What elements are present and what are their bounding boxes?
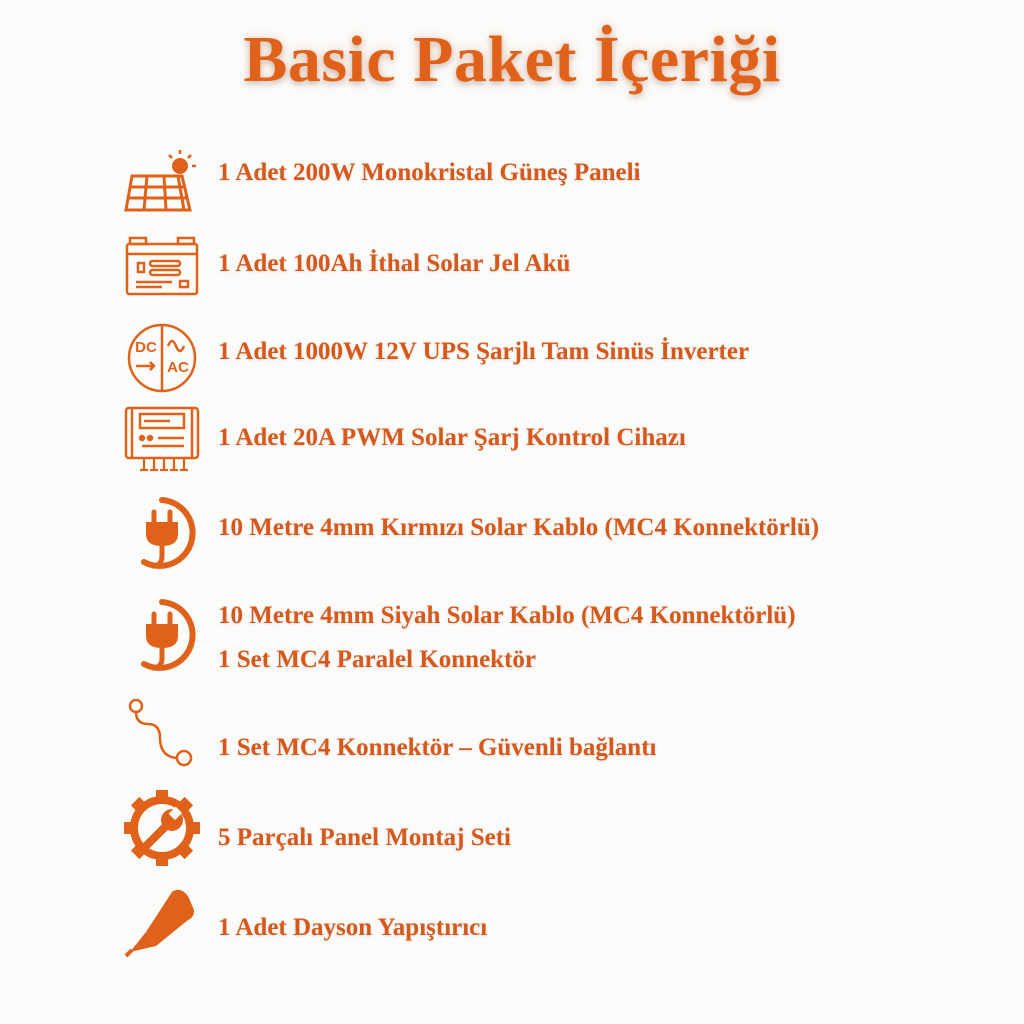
item-label: 10 Metre 4mm Kırmızı Solar Kablo (MC4 Konnektörlü) <box>218 514 820 541</box>
item-label: 1 Adet 100Ah İthal Solar Jel Akü <box>218 250 571 277</box>
item-label-secondary: 1 Set MC4 Paralel Konnektör <box>218 646 537 673</box>
plug-icon <box>122 596 202 676</box>
list-item <box>0 220 1024 310</box>
list-item <box>0 490 1024 580</box>
page-title: Basic Paket İçeriği <box>243 23 781 96</box>
list-item <box>0 132 1024 222</box>
item-label: 1 Adet Dayson Yapıştırıcı <box>218 914 488 941</box>
list-item <box>0 786 1024 876</box>
battery-icon <box>122 228 202 308</box>
item-label: 1 Adet 20A PWM Solar Şarj Kontrol Cihazı <box>218 424 686 451</box>
charge-controller-icon <box>122 400 202 480</box>
inverter-icon <box>122 318 202 398</box>
gear-wrench-icon <box>122 788 202 868</box>
solar-panel-icon <box>122 142 202 222</box>
list-item <box>0 308 1024 398</box>
item-label: 5 Parçalı Panel Montaj Seti <box>218 824 511 851</box>
list-item <box>0 396 1024 486</box>
plug-icon <box>122 494 202 574</box>
item-label: 1 Adet 200W Monokristal Güneş Paneli <box>218 159 641 186</box>
item-label: 1 Set MC4 Konnektör – Güvenli bağlantı <box>218 734 657 761</box>
list-item <box>0 592 1024 692</box>
glue-tube-icon <box>122 886 202 966</box>
item-label: 10 Metre 4mm Siyah Solar Kablo (MC4 Konnektörlü) <box>218 602 796 629</box>
connector-icon <box>122 694 202 774</box>
list-item <box>0 882 1024 972</box>
svg-text:AC: AC <box>167 359 189 376</box>
svg-text:DC: DC <box>135 339 157 356</box>
list-item <box>0 692 1024 782</box>
item-label: 1 Adet 1000W 12V UPS Şarjlı Tam Sinüs İnverter <box>218 338 750 365</box>
